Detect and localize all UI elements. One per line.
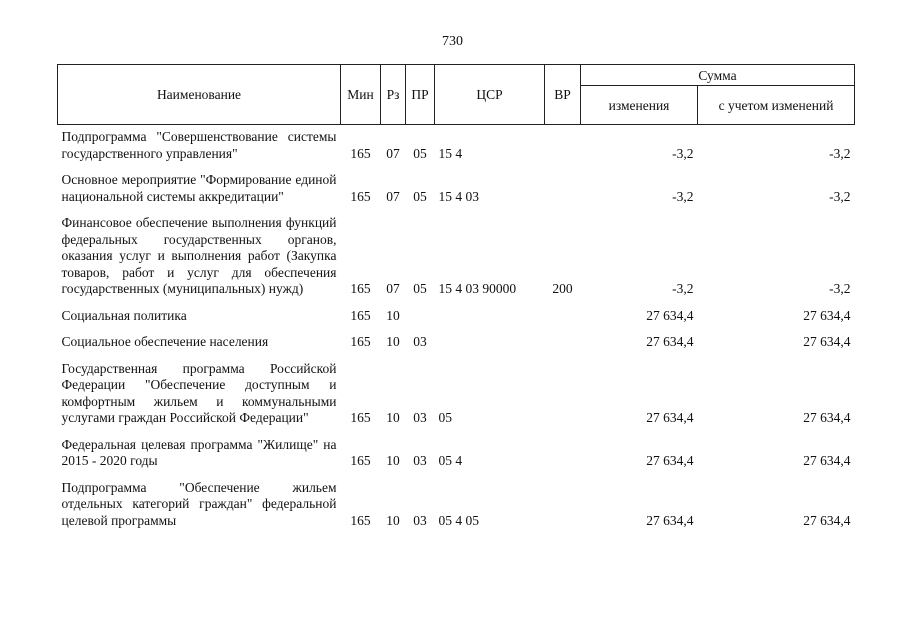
row-min: 165 — [350, 512, 371, 528]
budget-table — [57, 64, 855, 531]
header-min: Мин — [341, 65, 381, 125]
row-spacer-cell — [58, 164, 855, 172]
row-rz: 07 — [386, 145, 400, 161]
row-pr — [406, 308, 435, 327]
table-row — [58, 215, 855, 300]
row-csr: 15 4 03 — [438, 188, 479, 204]
row-spacer-cell — [58, 326, 855, 334]
row-total: 27 634,4 — [803, 334, 851, 349]
header-pr: ПР — [406, 65, 435, 125]
row-name: Социальная политика — [61, 307, 187, 323]
row-vr: 200 — [552, 281, 573, 296]
row-vr — [545, 172, 581, 207]
row-total: -3,2 — [829, 281, 851, 296]
row-csr — [435, 308, 545, 327]
table-body — [58, 125, 855, 532]
row-change: 27 634,4 — [646, 334, 694, 349]
row-csr: 05 4 05 — [438, 512, 479, 528]
table-row — [58, 361, 855, 429]
table-row — [58, 172, 855, 207]
row-change: 27 634,4 — [646, 307, 694, 323]
table-row — [58, 480, 855, 532]
row-pr: 05 — [413, 188, 427, 204]
row-spacer — [58, 429, 855, 437]
row-csr — [435, 334, 545, 353]
row-spacer — [58, 300, 855, 308]
table-row — [58, 437, 855, 472]
row-total: 27 634,4 — [803, 410, 851, 425]
row-pr: 03 — [413, 512, 427, 528]
row-rz: 10 — [386, 453, 400, 468]
row-rz: 10 — [386, 410, 400, 425]
row-vr — [545, 361, 581, 429]
row-rz: 10 — [386, 334, 400, 349]
row-spacer — [58, 472, 855, 480]
row-name: Социальное обеспечение населения — [61, 334, 269, 349]
page-number: 730 — [442, 34, 463, 49]
row-name: Подпрограмма "Обеспечение жильем отдельных категорий граждан" федеральной целевой программы — [61, 479, 337, 528]
row-change: -3,2 — [672, 188, 694, 204]
row-pr: 03 — [413, 410, 427, 425]
row-pr: 03 — [413, 453, 427, 468]
header-csr: ЦСР — [435, 65, 545, 125]
header-vr: ВР — [545, 65, 581, 125]
row-spacer-cell — [58, 353, 855, 361]
row-min: 165 — [350, 145, 371, 161]
row-csr: 15 4 — [438, 145, 463, 161]
header-rz: Рз — [381, 65, 406, 125]
row-spacer-cell — [58, 472, 855, 480]
row-name: Основное мероприятие "Формирование единой национальной системы аккредитации" — [61, 172, 337, 204]
row-spacer — [58, 326, 855, 334]
row-total: -3,2 — [829, 145, 851, 161]
row-spacer-cell — [58, 207, 855, 215]
table-header — [58, 65, 855, 125]
row-min: 165 — [350, 188, 371, 204]
row-pr: 05 — [413, 145, 427, 161]
row-total: 27 634,4 — [803, 307, 851, 323]
row-total: 27 634,4 — [803, 512, 851, 528]
row-spacer — [58, 207, 855, 215]
row-min: 165 — [350, 307, 371, 323]
row-spacer-cell — [58, 429, 855, 437]
row-min: 165 — [350, 334, 371, 349]
row-csr: 05 4 — [438, 453, 463, 468]
header-sum: Сумма — [581, 65, 855, 86]
header-name: Наименование — [58, 65, 341, 125]
table-row — [58, 125, 855, 165]
row-vr — [545, 334, 581, 353]
row-total: -3,2 — [829, 188, 851, 204]
table-row — [58, 308, 855, 327]
row-pr: 05 — [413, 281, 427, 296]
row-change: 27 634,4 — [646, 453, 694, 468]
row-vr — [545, 125, 581, 165]
row-rz: 10 — [386, 307, 400, 323]
header-change: изменения — [581, 86, 698, 125]
row-spacer-cell — [58, 300, 855, 308]
row-pr: 03 — [413, 334, 427, 349]
row-min: 165 — [350, 410, 371, 425]
row-vr — [545, 480, 581, 532]
row-change: 27 634,4 — [646, 410, 694, 425]
row-rz: 07 — [386, 188, 400, 204]
row-vr — [545, 437, 581, 472]
row-spacer — [58, 353, 855, 361]
row-name: Финансовое обеспечение выполнения функций федеральных государственных органов, оказания услуг и выполнения работ (Закупка товаров, работ и услуг для обеспечения государственных (муниципальных) нужд) — [61, 215, 337, 296]
row-total: 27 634,4 — [803, 453, 851, 468]
row-rz: 10 — [386, 512, 400, 528]
row-name: Подпрограмма "Совершенствование системы государственного управления" — [61, 129, 337, 161]
row-min: 165 — [350, 453, 371, 468]
row-name: Федеральная целевая программа "Жилище" на 2015 - 2020 годы — [61, 436, 337, 468]
table-row — [58, 334, 855, 353]
row-min: 165 — [350, 281, 371, 296]
row-csr: 05 — [438, 410, 452, 425]
row-rz: 07 — [386, 281, 400, 296]
row-csr: 15 4 03 90000 — [438, 281, 517, 296]
header-with-changes: с учетом изменений — [698, 86, 855, 125]
row-vr — [545, 308, 581, 327]
row-change: -3,2 — [672, 145, 694, 161]
row-change: 27 634,4 — [646, 512, 694, 528]
row-spacer — [58, 164, 855, 172]
row-name: Государственная программа Российской Федерации "Обеспечение доступным и комфортным жильем и коммунальными услугами граждан Российской Федерации" — [61, 360, 337, 425]
row-change: -3,2 — [672, 281, 694, 296]
